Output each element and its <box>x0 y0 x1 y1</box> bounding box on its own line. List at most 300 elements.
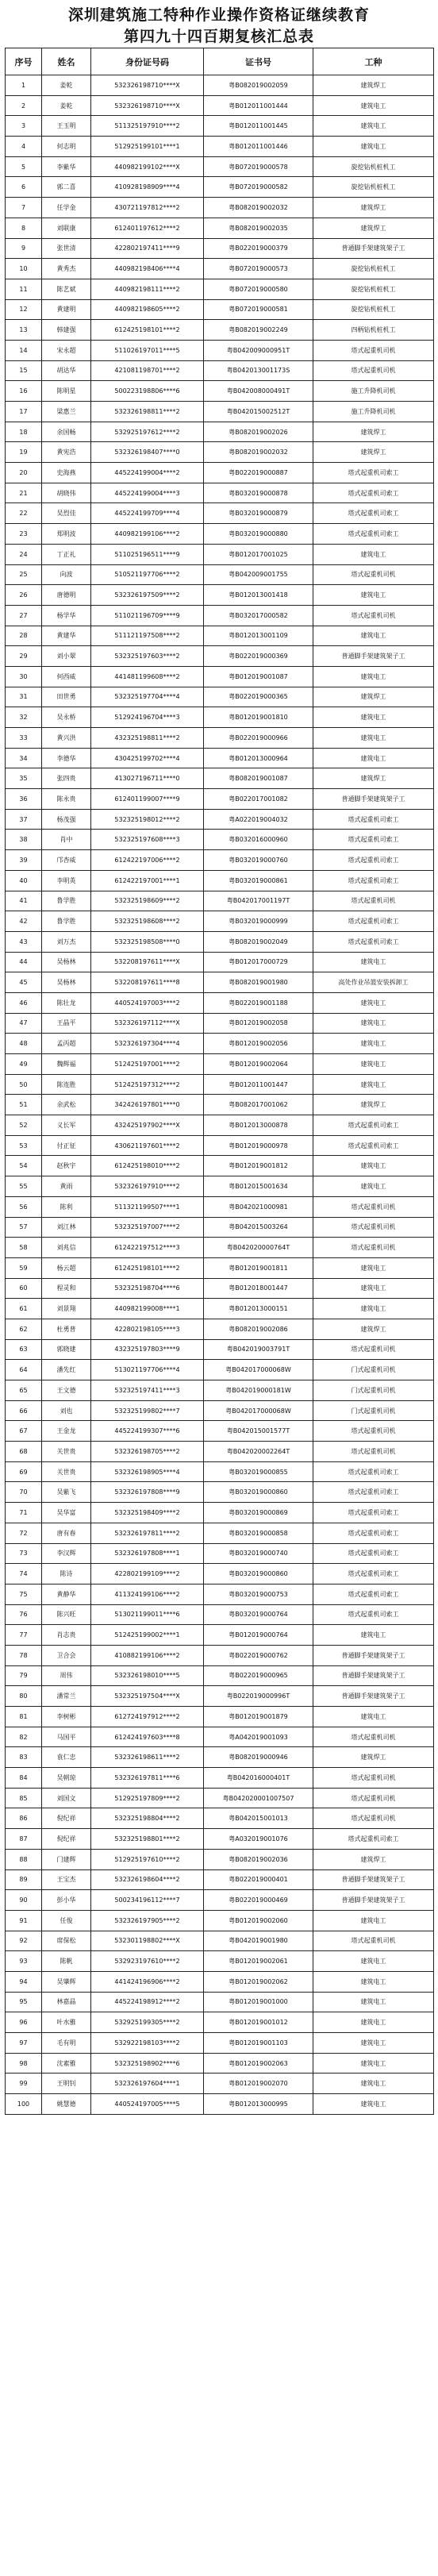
cell-name: 吴紫飞 <box>42 1482 91 1503</box>
cell-certificate-number: 粤B012019001812 <box>204 1156 313 1176</box>
cell-name: 肖中 <box>42 830 91 850</box>
cell-certificate-number: 粤B072019000582 <box>204 177 313 198</box>
cell-name: 彭小华 <box>42 1890 91 1911</box>
table-row <box>6 646 434 667</box>
cell-index: 80 <box>6 1686 42 1707</box>
cell-name: 姜乾 <box>42 95 91 116</box>
table-row <box>6 830 434 850</box>
table-row <box>6 666 434 687</box>
cell-trade: 旋挖钻机桩机工 <box>313 259 434 279</box>
cell-id-number: 532326197808****9 <box>91 1482 204 1503</box>
cell-index: 94 <box>6 1971 42 1992</box>
cell-certificate-number: 粤B042009001755 <box>204 564 313 585</box>
cell-trade: 建筑电工 <box>313 666 434 687</box>
table-row <box>6 1543 434 1564</box>
cell-id-number: 532326197811****2 <box>91 1523 204 1543</box>
cell-index: 98 <box>6 2053 42 2074</box>
cell-index: 88 <box>6 1849 42 1869</box>
cell-id-number: 532326197905****2 <box>91 1910 204 1931</box>
table-row <box>6 1665 434 1686</box>
cell-id-number: 612422197006****2 <box>91 850 204 871</box>
cell-certificate-number: 粤B032019000764 <box>204 1604 313 1625</box>
cell-certificate-number: 粤B012019002058 <box>204 1013 313 1034</box>
cell-id-number: 532301198802****X <box>91 1931 204 1951</box>
header-certificate-number: 证书号 <box>204 48 313 75</box>
cell-index: 18 <box>6 422 42 442</box>
cell-name: 关世贵 <box>42 1442 91 1462</box>
cell-id-number: 512925197809****2 <box>91 1788 204 1808</box>
table-row <box>6 259 434 279</box>
cell-id-number: 430621197601****2 <box>91 1135 204 1156</box>
cell-name: 沈素雅 <box>42 2053 91 2074</box>
cell-certificate-number: 粤B032019000860 <box>204 1482 313 1503</box>
cell-id-number: 432425197902****X <box>91 1115 204 1136</box>
cell-certificate-number: 粤B012019001087 <box>204 666 313 687</box>
table-row <box>6 1034 434 1054</box>
cell-id-number: 532325198804****2 <box>91 1808 204 1829</box>
table-row <box>6 1461 434 1482</box>
table-row <box>6 1196 434 1217</box>
table-row <box>6 1217 434 1238</box>
cell-index: 16 <box>6 381 42 402</box>
table-row <box>6 585 434 606</box>
cell-index: 38 <box>6 830 42 850</box>
cell-index: 37 <box>6 809 42 830</box>
cell-trade: 塔式起重机司索工 <box>313 830 434 850</box>
cell-name: 刘小翠 <box>42 646 91 667</box>
cell-id-number: 440982199102****X <box>91 156 204 177</box>
cell-certificate-number: 粤B022019000996T <box>204 1686 313 1707</box>
cell-certificate-number: 粤B022019000379 <box>204 238 313 259</box>
cell-id-number: 510521197706****2 <box>91 564 204 585</box>
cell-certificate-number: 粤B072019000580 <box>204 279 313 299</box>
cell-id-number: 512425197001****2 <box>91 1054 204 1075</box>
table-row <box>6 544 434 564</box>
cell-certificate-number: 粤B012019002056 <box>204 1034 313 1054</box>
cell-name: 周伟 <box>42 1665 91 1686</box>
cell-id-number: 500223198806****6 <box>91 381 204 402</box>
cell-certificate-number: 粤B022019000887 <box>204 463 313 483</box>
cell-index: 30 <box>6 666 42 687</box>
cell-trade: 塔式起重机司索工 <box>313 809 434 830</box>
cell-name: 韩建强 <box>42 320 91 341</box>
cell-id-number: 430721197812****2 <box>91 198 204 218</box>
cell-name: 吴朝琼 <box>42 1768 91 1789</box>
cell-name: 余国畅 <box>42 422 91 442</box>
cell-certificate-number: 粤B082017001062 <box>204 1095 313 1115</box>
cell-name: 姜乾 <box>42 75 91 96</box>
cell-trade: 塔式起重机司索工 <box>313 1584 434 1604</box>
cell-id-number: 440524197005****5 <box>91 2094 204 2115</box>
cell-trade: 高处作业吊篮安装拆卸工 <box>313 972 434 993</box>
cell-trade: 塔式起重机司机 <box>313 1788 434 1808</box>
cell-index: 81 <box>6 1707 42 1727</box>
cell-trade: 旋挖钻机桩机工 <box>313 156 434 177</box>
cell-certificate-number: 粤B032019000855 <box>204 1461 313 1482</box>
cell-certificate-number: 粤B042019000181W <box>204 1380 313 1401</box>
cell-name: 李德华 <box>42 748 91 768</box>
table-row <box>6 1238 434 1258</box>
cell-certificate-number: 粤B012013001109 <box>204 626 313 646</box>
cell-name: 王玉明 <box>42 116 91 137</box>
table-row <box>6 137 434 157</box>
cell-name: 关世贵 <box>42 1461 91 1482</box>
cell-name: 马国平 <box>42 1727 91 1747</box>
cell-index: 6 <box>6 177 42 198</box>
cell-certificate-number: 粤B012019001811 <box>204 1257 313 1278</box>
cell-id-number: 411324199106****2 <box>91 1584 204 1604</box>
cell-name: 姚慧德 <box>42 2094 91 2115</box>
cell-index: 89 <box>6 1869 42 1890</box>
table-row <box>6 1257 434 1278</box>
cell-name: 陈诗 <box>42 1564 91 1584</box>
cell-certificate-number: 粤B022019000965 <box>204 1665 313 1686</box>
title-line-1: 深圳建筑施工特种作业操作资格证继续教育 <box>67 6 370 24</box>
table-row <box>6 1584 434 1604</box>
cell-certificate-number: 粤B012019002070 <box>204 2074 313 2094</box>
cell-trade: 建筑电工 <box>313 585 434 606</box>
cell-trade: 建筑焊工 <box>313 422 434 442</box>
cell-name: 李紫华 <box>42 156 91 177</box>
table-row <box>6 1951 434 1972</box>
cell-id-number: 532326198010****5 <box>91 1665 204 1686</box>
cell-trade: 建筑电工 <box>313 1625 434 1646</box>
table-row <box>6 707 434 728</box>
cell-trade: 建筑电工 <box>313 2033 434 2054</box>
cell-index: 34 <box>6 748 42 768</box>
cell-trade: 建筑电工 <box>313 1951 434 1972</box>
cell-name: 王文德 <box>42 1380 91 1401</box>
cell-certificate-number: 粤B012013000964 <box>204 748 313 768</box>
cell-name: 刘国文 <box>42 1788 91 1808</box>
cell-id-number: 512425197312****2 <box>91 1074 204 1095</box>
cell-id-number: 532325198012****2 <box>91 809 204 830</box>
cell-certificate-number: 粤B032019000879 <box>204 503 313 524</box>
cell-index: 17 <box>6 402 42 422</box>
cell-name: 胡达华 <box>42 360 91 381</box>
table-row <box>6 1421 434 1442</box>
cell-id-number: 532326197509****2 <box>91 585 204 606</box>
cell-id-number: 440982199008****1 <box>91 1299 204 1319</box>
cell-index: 40 <box>6 870 42 891</box>
cell-certificate-number: 粤B042021000981 <box>204 1196 313 1217</box>
table-row <box>6 116 434 137</box>
cell-id-number: 612425198101****2 <box>91 1257 204 1278</box>
cell-certificate-number: 粤B012019001810 <box>204 707 313 728</box>
cell-name: 杨云超 <box>42 1257 91 1278</box>
cell-trade: 塔式起重机司索工 <box>313 931 434 952</box>
cell-index: 50 <box>6 1074 42 1095</box>
table-row <box>6 2053 434 2074</box>
cell-certificate-number: 粤B042008000491T <box>204 381 313 402</box>
table-row <box>6 1645 434 1665</box>
cell-id-number: 532923197610****2 <box>91 1951 204 1972</box>
cell-certificate-number: 粤B012013000878 <box>204 1115 313 1136</box>
table-row <box>6 1319 434 1339</box>
table-row <box>6 2094 434 2115</box>
cell-id-number: 532326198705****2 <box>91 1442 204 1462</box>
cell-certificate-number: 粤B012019000978 <box>204 1135 313 1156</box>
cell-name: 李树彬 <box>42 1707 91 1727</box>
cell-trade: 塔式起重机司索工 <box>313 1564 434 1584</box>
cell-index: 68 <box>6 1442 42 1462</box>
table-row <box>6 911 434 932</box>
cell-id-number: 532326198710****X <box>91 75 204 96</box>
cell-trade: 塔式起重机司索工 <box>313 1482 434 1503</box>
cell-name: 杜勇普 <box>42 1319 91 1339</box>
cell-trade: 塔式起重机司机 <box>313 605 434 626</box>
cell-trade: 建筑电工 <box>313 1910 434 1931</box>
cell-index: 32 <box>6 707 42 728</box>
cell-trade: 建筑电工 <box>313 137 434 157</box>
cell-id-number: 532326198710****X <box>91 95 204 116</box>
cell-name: 吴烈佳 <box>42 503 91 524</box>
cell-id-number: 445224199004****2 <box>91 463 204 483</box>
cell-trade: 塔式起重机司索工 <box>313 1523 434 1543</box>
table-row <box>6 156 434 177</box>
cell-name: 毛有明 <box>42 2033 91 2054</box>
table-row <box>6 1339 434 1360</box>
cell-id-number: 513021199011****6 <box>91 1604 204 1625</box>
cell-trade: 普通脚手架建筑架子工 <box>313 238 434 259</box>
cell-trade: 塔式起重机司机 <box>313 1196 434 1217</box>
cell-id-number: 432325198811****2 <box>91 728 204 749</box>
cell-name: 吴永桥 <box>42 707 91 728</box>
table-row <box>6 809 434 830</box>
cell-id-number: 612424197603****8 <box>91 1727 204 1747</box>
cell-certificate-number: 粤B082019001087 <box>204 768 313 789</box>
cell-index: 49 <box>6 1054 42 1075</box>
cell-name: 何志明 <box>42 137 91 157</box>
cell-certificate-number: 粤B042020002264T <box>204 1442 313 1462</box>
cell-certificate-number: 粤B012019002060 <box>204 1910 313 1931</box>
cell-id-number: 441481199608****2 <box>91 666 204 687</box>
cell-id-number: 512925197610****2 <box>91 1849 204 1869</box>
cell-index: 85 <box>6 1788 42 1808</box>
cell-trade: 建筑电工 <box>313 2094 434 2115</box>
table-row <box>6 483 434 503</box>
cell-certificate-number: 粤B042015002512T <box>204 402 313 422</box>
cell-trade: 门式起重机司机 <box>313 1380 434 1401</box>
table-row <box>6 1135 434 1156</box>
cell-index: 52 <box>6 1115 42 1136</box>
cell-index: 13 <box>6 320 42 341</box>
cell-certificate-number: 粤B082019002059 <box>204 75 313 96</box>
cell-name: 吴肇辉 <box>42 1971 91 1992</box>
table-row <box>6 605 434 626</box>
cell-trade: 塔式起重机司机 <box>313 891 434 911</box>
cell-trade: 塔式起重机司机 <box>313 1238 434 1258</box>
cell-trade: 塔式起重机司机 <box>313 1768 434 1789</box>
cell-trade: 建筑电工 <box>313 2074 434 2094</box>
cell-trade: 建筑焊工 <box>313 1095 434 1115</box>
table-row <box>6 1727 434 1747</box>
table-row <box>6 728 434 749</box>
cell-trade: 旋挖钻机桩机工 <box>313 279 434 299</box>
cell-id-number: 511026197011****5 <box>91 340 204 360</box>
cell-name: 魏辉福 <box>42 1054 91 1075</box>
cell-id-number: 500234196112****7 <box>91 1890 204 1911</box>
cell-id-number: 512425199002****1 <box>91 1625 204 1646</box>
cell-name: 黄宪浩 <box>42 442 91 463</box>
cell-name: 李汉辉 <box>42 1543 91 1564</box>
cell-id-number: 513021197706****4 <box>91 1360 204 1380</box>
cell-certificate-number: 粤B082019002249 <box>204 320 313 341</box>
cell-index: 58 <box>6 1238 42 1258</box>
cell-trade: 塔式起重机司机 <box>313 564 434 585</box>
cell-name: 唐德明 <box>42 585 91 606</box>
table-row <box>6 1115 434 1136</box>
cell-id-number: 532925197612****2 <box>91 422 204 442</box>
table-row <box>6 891 434 911</box>
table-row <box>6 1442 434 1462</box>
cell-id-number: 441424196906****2 <box>91 1971 204 1992</box>
cell-name: 刘万杰 <box>42 931 91 952</box>
cell-certificate-number: 粤B012013000995 <box>204 2094 313 2115</box>
cell-name: 黄静华 <box>42 1584 91 1604</box>
title-line-2: 第四九十四百期复核汇总表 <box>123 28 314 45</box>
cell-index: 65 <box>6 1380 42 1401</box>
cell-trade: 普通脚手架建筑架子工 <box>313 1890 434 1911</box>
cell-trade: 建筑电工 <box>313 1278 434 1299</box>
cell-trade: 建筑电工 <box>313 1257 434 1278</box>
cell-name: 郑明波 <box>42 524 91 545</box>
cell-trade: 建筑电工 <box>313 1034 434 1054</box>
table-row <box>6 218 434 238</box>
cell-certificate-number: 粤B072019000578 <box>204 156 313 177</box>
table-row <box>6 1788 434 1808</box>
cell-index: 64 <box>6 1360 42 1380</box>
cell-trade: 旋挖钻机桩机工 <box>313 177 434 198</box>
cell-index: 26 <box>6 585 42 606</box>
cell-name: 孟丙超 <box>42 1034 91 1054</box>
cell-trade: 塔式起重机司机 <box>313 1339 434 1360</box>
cell-certificate-number: 粤B022019000365 <box>204 687 313 707</box>
cell-index: 24 <box>6 544 42 564</box>
cell-trade: 建筑电工 <box>313 544 434 564</box>
cell-id-number: 612401197612****2 <box>91 218 204 238</box>
cell-certificate-number: 粤B042015001577T <box>204 1421 313 1442</box>
cell-trade: 普通脚手架建筑架子工 <box>313 1665 434 1686</box>
cell-trade: 建筑电工 <box>313 1156 434 1176</box>
cell-index: 10 <box>6 259 42 279</box>
cell-name: 陈帆 <box>42 1951 91 1972</box>
cell-name: 程灵和 <box>42 1278 91 1299</box>
cell-trade: 普通脚手架建筑架子工 <box>313 1686 434 1707</box>
table-row <box>6 1299 434 1319</box>
cell-index: 62 <box>6 1319 42 1339</box>
table-row <box>6 402 434 422</box>
cell-certificate-number: 粤B012013000151 <box>204 1299 313 1319</box>
cell-id-number: 532326198604****2 <box>91 1869 204 1890</box>
cell-id-number: 532326198811****2 <box>91 402 204 422</box>
cell-certificate-number: 粤B042017000068W <box>204 1400 313 1421</box>
table-row <box>6 992 434 1013</box>
cell-trade: 建筑电工 <box>313 1707 434 1727</box>
table-row <box>6 75 434 96</box>
cell-trade: 塔式起重机司索工 <box>313 1135 434 1156</box>
cell-name: 任俊 <box>42 1910 91 1931</box>
table-row <box>6 524 434 545</box>
cell-id-number: 430425199702****4 <box>91 748 204 768</box>
cell-name: 向波 <box>42 564 91 585</box>
cell-trade: 塔式起重机司机 <box>313 1727 434 1747</box>
table-row <box>6 1625 434 1646</box>
cell-id-number: 532326198611****2 <box>91 1747 204 1768</box>
cell-index: 5 <box>6 156 42 177</box>
cell-trade: 建筑电工 <box>313 1074 434 1095</box>
cell-certificate-number: 粤B012019001103 <box>204 2033 313 2054</box>
cell-certificate-number: 粤B012015001634 <box>204 1176 313 1197</box>
cell-index: 28 <box>6 626 42 646</box>
table-row <box>6 463 434 483</box>
cell-index: 79 <box>6 1665 42 1686</box>
cell-id-number: 532325197704****4 <box>91 687 204 707</box>
cell-index: 46 <box>6 992 42 1013</box>
cell-index: 14 <box>6 340 42 360</box>
cell-certificate-number: 粤B042019001980 <box>204 1931 313 1951</box>
cell-index: 84 <box>6 1768 42 1789</box>
cell-name: 王明钊 <box>42 2074 91 2094</box>
cell-trade: 建筑电工 <box>313 2053 434 2074</box>
cell-name: 吴杨林 <box>42 952 91 972</box>
cell-id-number: 532326198407****0 <box>91 442 204 463</box>
cell-trade: 建筑焊工 <box>313 75 434 96</box>
cell-trade: 塔式起重机司机 <box>313 1808 434 1829</box>
table-row <box>6 177 434 198</box>
table-row <box>6 952 434 972</box>
cell-index: 41 <box>6 891 42 911</box>
cell-certificate-number: 粤B032016000960 <box>204 830 313 850</box>
table-row <box>6 1992 434 2012</box>
cell-index: 53 <box>6 1135 42 1156</box>
table-row <box>6 931 434 952</box>
cell-index: 56 <box>6 1196 42 1217</box>
table-row <box>6 1890 434 1911</box>
cell-name: 刘景翔 <box>42 1299 91 1319</box>
table-row <box>6 95 434 116</box>
cell-certificate-number: 粤A022019004032 <box>204 809 313 830</box>
cell-name: 梁惠兰 <box>42 402 91 422</box>
cell-certificate-number: 粤B032019000878 <box>204 483 313 503</box>
cell-trade: 建筑焊工 <box>313 1747 434 1768</box>
cell-trade: 门式起重机司机 <box>313 1400 434 1421</box>
cell-id-number: 512924196704****3 <box>91 707 204 728</box>
summary-table <box>5 48 434 2115</box>
table-row <box>6 1380 434 1401</box>
header-id-number: 身份证号码 <box>91 48 204 75</box>
cell-certificate-number: 粤B012013001418 <box>204 585 313 606</box>
document-title <box>0 0 438 48</box>
cell-trade: 建筑电工 <box>313 2012 434 2033</box>
cell-index: 12 <box>6 299 42 320</box>
cell-certificate-number: 粤B042020001007507 <box>204 1788 313 1808</box>
cell-trade: 建筑电工 <box>313 1176 434 1197</box>
cell-trade: 塔式起重机司索工 <box>313 483 434 503</box>
table-row <box>6 1503 434 1523</box>
cell-name: 陈连胜 <box>42 1074 91 1095</box>
cell-id-number: 511325197910****2 <box>91 116 204 137</box>
cell-name: 黄雨 <box>42 1176 91 1197</box>
cell-certificate-number: 粤B012019000764 <box>204 1625 313 1646</box>
cell-index: 73 <box>6 1543 42 1564</box>
cell-id-number: 410928198909****4 <box>91 177 204 198</box>
cell-trade: 施工升降机司机 <box>313 402 434 422</box>
cell-name: 余武松 <box>42 1095 91 1115</box>
cell-name: 黄建华 <box>42 626 91 646</box>
cell-certificate-number: 粤B042019003791T <box>204 1339 313 1360</box>
cell-trade: 塔式起重机司索工 <box>313 850 434 871</box>
